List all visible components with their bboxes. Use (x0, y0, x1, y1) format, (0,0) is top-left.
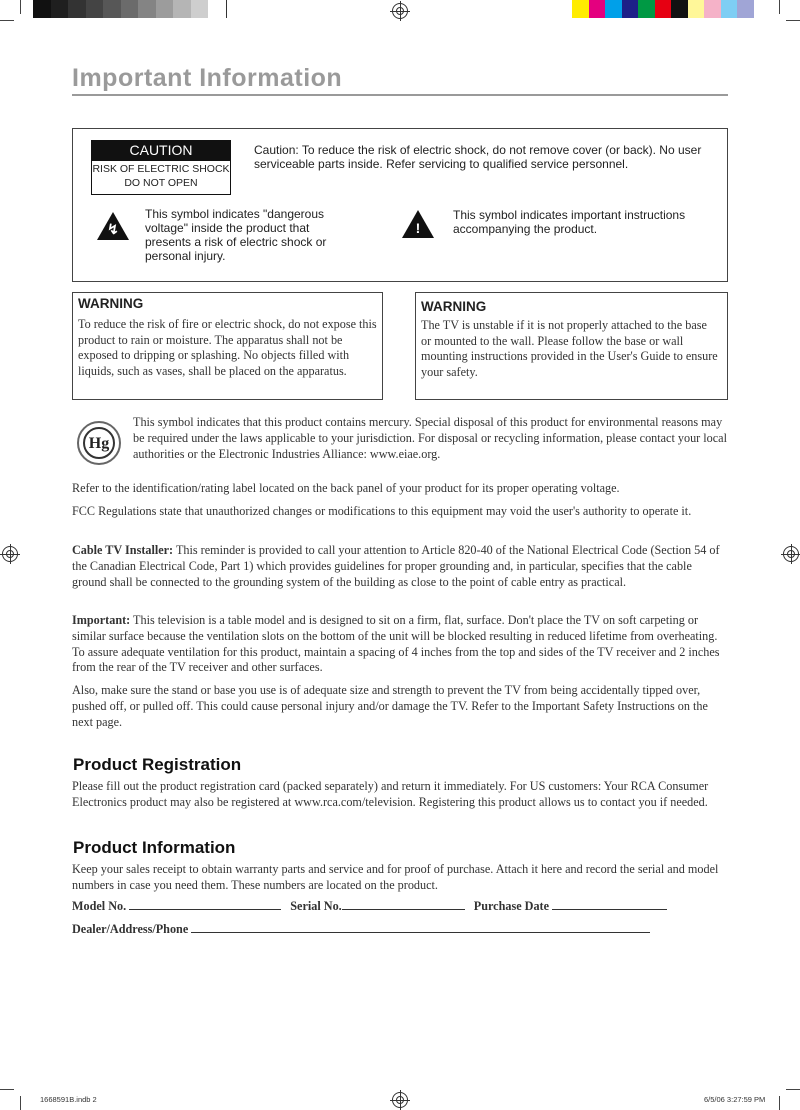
dealer-row (72, 922, 672, 938)
color-swatch (622, 0, 639, 18)
gray-swatch (208, 0, 226, 18)
gray-swatch (156, 0, 174, 18)
dealer-label: Dealer/Address/Phone (72, 922, 189, 936)
serial-field[interactable] (342, 899, 465, 910)
model-field[interactable] (129, 899, 281, 910)
color-calibration-bar (572, 0, 754, 18)
color-swatch (737, 0, 754, 18)
product-info-text: Keep your sales receipt to obtain warranty parts and service and for proof of purchase. Attach it here and record the serial and model numbers in case you need them. These numbers are located on the product. (72, 862, 719, 892)
crop-mark (786, 1089, 800, 1090)
gray-swatch (103, 0, 121, 18)
mercury-hg-icon: Hg (77, 421, 121, 465)
color-swatch (572, 0, 589, 18)
color-swatch (655, 0, 672, 18)
crop-mark (20, 0, 21, 14)
dealer-field[interactable] (191, 922, 650, 933)
caution-sub-line2: DO NOT OPEN (124, 177, 198, 189)
gray-swatch (138, 0, 156, 18)
crop-mark (0, 20, 14, 21)
purchase-date-field[interactable] (552, 899, 667, 910)
gray-swatch (51, 0, 69, 18)
registration-mark-icon (2, 546, 18, 562)
caution-sub-line1: RISK OF ELECTRIC SHOCK (92, 163, 230, 175)
warning-heading: WARNING (78, 296, 144, 311)
registration-text: Please fill out the product registration card (packed separately) and return it immediately. For US customers: Your RCA Consumer Electronics product may also be registered at www.rca.com/television. Registering this product allows us to contact you if needed. (72, 779, 709, 809)
model-label: Model No. (72, 899, 127, 913)
caution-text: Caution: To reduce the risk of electric shock, do not remove cover (or back). No user serviceable parts inside. Refer servicing to qualified service personnel. (254, 143, 702, 171)
registration-mark-icon (392, 3, 408, 19)
stand-paragraph: Also, make sure the stand or base you use is of adequate size and strength to prevent the TV from being accidentally tipped over, pushed off, or pulled off. This could cause personal injury and/or damage the TV. Refer to the Important Safety Instructions on the next page. (72, 683, 708, 729)
crop-mark (779, 0, 780, 14)
important-label: Important: (72, 613, 131, 627)
color-swatch (605, 0, 622, 18)
important-instructions-text: This symbol indicates important instructions accompanying the product. (453, 208, 686, 236)
crop-mark (786, 20, 800, 21)
crop-mark (0, 1089, 14, 1090)
cable-installer-paragraph (72, 543, 728, 590)
important-text: This television is a table model and is designed to sit on a firm, flat, surface. Don't place the TV on soft carpeting or similar surface because the ventilation slots on the bottom of the unit will be blocked resulting in reduced lifetime from overheating. To assure adequate ventilation for this product, maintain a spacing of 4 inches from the top and sides of the TV receiver and 2 inches from the rear of the TV receiver and other surfaces. (72, 613, 720, 675)
title-rule (72, 94, 728, 96)
registration-mark-icon (783, 546, 799, 562)
file-slug: 1668591B.indb 2 (40, 1095, 97, 1104)
gray-swatch (121, 0, 139, 18)
dangerous-voltage-icon: ↯ (97, 212, 129, 240)
color-swatch (721, 0, 738, 18)
registration-mark-icon (392, 1092, 408, 1108)
exclamation-icon: ! (402, 210, 434, 238)
crop-mark (20, 1096, 21, 1110)
product-info-heading: Product Information (73, 838, 236, 857)
fcc-paragraph: FCC Regulations state that unauthorized changes or modifications to this equipment may void the user's authority to operate it. (72, 504, 692, 518)
warning-text: The TV is unstable if it is not properly attached to the base or mounted to the wall. Please follow the base or wall mounting instructions provided in the User's Guide to ensure your safety. (421, 318, 718, 379)
page-title: Important Information (72, 64, 343, 92)
registration-heading: Product Registration (73, 755, 242, 774)
purchase-date-label: Purchase Date (473, 899, 550, 913)
color-swatch (688, 0, 705, 18)
caution-label: CAUTION (91, 140, 231, 160)
warning-heading: WARNING (421, 299, 487, 314)
rating-paragraph: Refer to the identification/rating label located on the back panel of your product for its proper operating voltage. (72, 481, 620, 495)
dangerous-voltage-text: This symbol indicates "dangerous voltage" inside the product that presents a risk of electric shock or personal injury. (145, 207, 327, 263)
crop-mark (779, 1096, 780, 1110)
cable-installer-text: This reminder is provided to call your attention to Article 820-40 of the National Electrical Code (Section 54 of the Canadian Electrical Code, Part 1) which provides guidelines for proper grounding and, in particular, specifies that the cable ground shall be connected to the grounding system of the building as close to the point of cable entry as practical. (72, 543, 720, 589)
caution-sublabel (91, 160, 231, 195)
warning-text: To reduce the risk of fire or electric shock, do not expose this product to rain or moisture. The apparatus shall not be exposed to dripping or splashing. No objects filled with liquids, such as vases, shall be placed on the apparatus. (78, 317, 377, 378)
mercury-notice: This symbol indicates that this product contains mercury. Special disposal of this product for environmental reasons may be required under the laws applicable to your jurisdiction. For disposal or recycling information, please contact your local authorities or the Electronic Industries Alliance: www.eiae.org. (133, 415, 727, 461)
grayscale-color-bar (33, 0, 227, 18)
gray-swatch (86, 0, 104, 18)
gray-swatch (191, 0, 209, 18)
color-swatch (671, 0, 688, 18)
important-paragraph (72, 613, 728, 676)
record-fields-row (72, 899, 672, 915)
cable-installer-label: Cable TV Installer: (72, 543, 174, 557)
gray-swatch (33, 0, 51, 18)
color-swatch (638, 0, 655, 18)
color-swatch (704, 0, 721, 18)
print-timestamp: 6/5/06 3:27:59 PM (704, 1095, 766, 1104)
color-swatch (589, 0, 606, 18)
gray-swatch (173, 0, 191, 18)
gray-swatch (68, 0, 86, 18)
serial-label: Serial No. (290, 899, 342, 913)
